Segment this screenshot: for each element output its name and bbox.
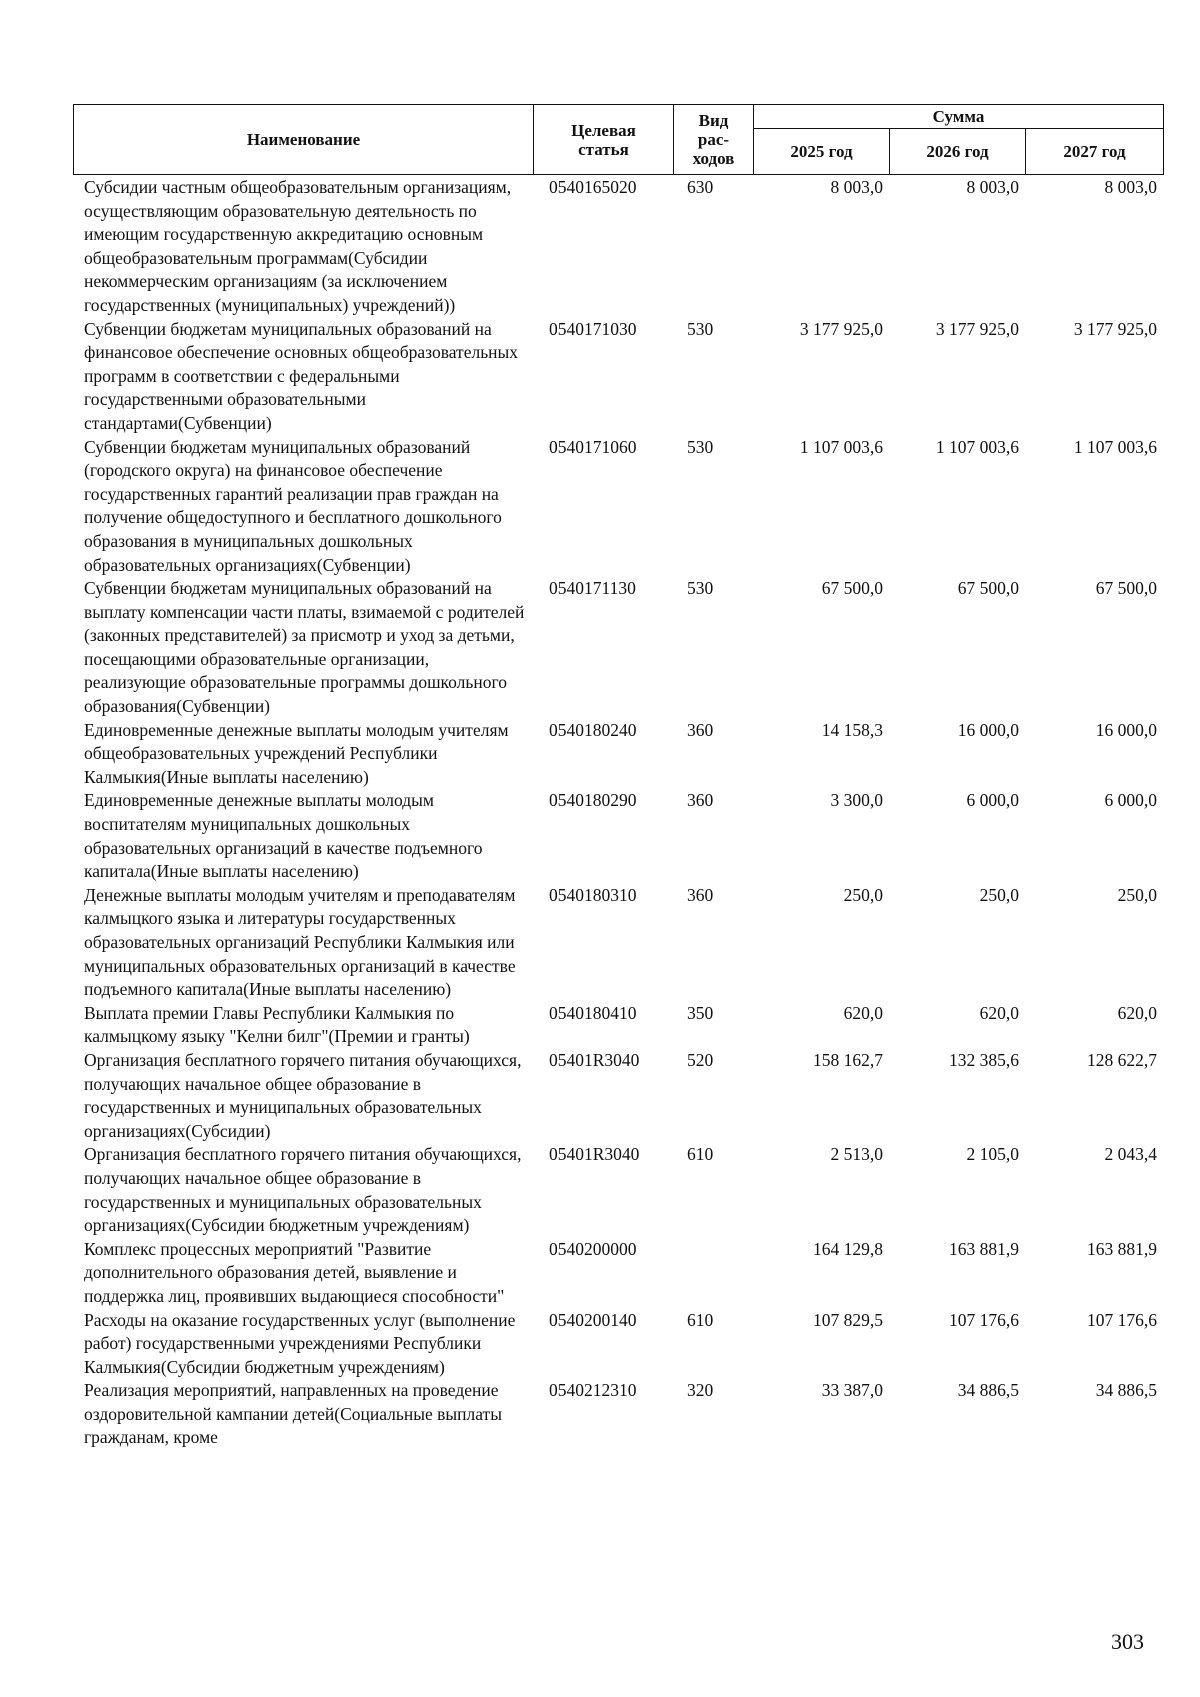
row-name: Единовременные денежные выплаты молодым учителям общеобразовательных учреждений Республики Калмыкия(Иные выплаты населению) — [84, 719, 509, 787]
row-name: Субсидии частным общеобразовательным организациям, осуществляющим образовательную деятельность по имеющим государственную аккредитацию основным общеобразовательным программам(Субсидии некоммерческим организациям (за исключением государственных (муниципальных) учреждений)) — [84, 177, 512, 315]
row-amount-2026: 163 881,9 — [949, 1238, 1019, 1259]
row-amount-2027: 107 176,6 — [1087, 1309, 1157, 1330]
row-amount-2025: 2 513,0 — [830, 1144, 883, 1165]
row-name: Субвенции бюджетам муниципальных образований на финансовое обеспечение основных общеобразовательных программ в соответствии с федеральными государственными образовательными стандартами(Субвенции) — [84, 318, 519, 433]
row-code: 05401R3040 — [549, 1049, 640, 1070]
row-code: 05401R3040 — [549, 1144, 640, 1165]
row-amount-2025: 620,0 — [843, 1002, 883, 1023]
table-row — [73, 1143, 1163, 1237]
row-code: 0540171030 — [549, 318, 637, 339]
row-amount-2025: 67 500,0 — [821, 578, 883, 599]
row-name: Организация бесплатного горячего питания обучающихся, получающих начальное общее образование в государственных и муниципальных образовательных организациях(Субсидии) — [84, 1049, 522, 1141]
header-year-2026: 2026 год — [890, 129, 1026, 175]
header-sum: Сумма — [754, 105, 1164, 129]
header-vid — [674, 105, 754, 175]
row-name: Субвенции бюджетам муниципальных образований (городского округа) на финансовое обеспечение государственных гарантий реализации прав граждан на получение общедоступного и бесплатного дошкольного образования в муниципальных дошкольных образовательных организациях(Субвенции) — [84, 436, 502, 575]
row-amount-2027: 620,0 — [1117, 1002, 1157, 1023]
row-amount-2027: 67 500,0 — [1095, 578, 1157, 599]
row-amount-2026: 132 385,6 — [949, 1049, 1019, 1070]
table-body — [73, 176, 1163, 1450]
row-amount-2026: 107 176,6 — [949, 1309, 1019, 1330]
row-amount-2025: 3 300,0 — [830, 790, 883, 811]
table-row — [73, 577, 1163, 719]
table-row — [73, 1002, 1163, 1049]
header-vid-line1: Вид — [698, 111, 729, 130]
row-amount-2027: 163 881,9 — [1087, 1238, 1157, 1259]
row-vid: 530 — [687, 318, 714, 339]
row-name: Организация бесплатного горячего питания обучающихся, получающих начальное общее образование в государственных и муниципальных образовательных организациях(Субсидии бюджетным учреждениям) — [84, 1144, 522, 1236]
row-code: 0540171060 — [549, 436, 637, 457]
header-code — [534, 105, 674, 175]
header-vid-line2: рас- — [697, 130, 730, 149]
row-amount-2027: 2 043,4 — [1104, 1144, 1157, 1165]
header-code-line1: Целевая — [571, 120, 636, 140]
row-amount-2025: 158 162,7 — [813, 1049, 883, 1070]
row-amount-2027: 16 000,0 — [1095, 719, 1157, 740]
header-code-line2: статья — [578, 139, 629, 159]
row-amount-2027: 250,0 — [1117, 884, 1157, 905]
table-row — [73, 436, 1163, 578]
row-name: Денежные выплаты молодым учителям и преподавателям калмыцкого языка и литературы государственных образовательных организаций Республики Калмыкия или муниципальных образовательных организаций в качестве подъемного капитала(Иные выплаты населению) — [84, 884, 516, 1000]
header-vid-line3: ходов — [692, 149, 735, 168]
row-amount-2026: 250,0 — [979, 884, 1019, 905]
row-amount-2025: 8 003,0 — [830, 177, 883, 197]
table-row — [73, 884, 1163, 1002]
row-vid: 530 — [687, 436, 714, 457]
row-vid: 350 — [687, 1002, 714, 1023]
table-row — [73, 176, 1163, 318]
row-amount-2026: 16 000,0 — [957, 719, 1019, 740]
row-code: 0540180310 — [549, 884, 637, 905]
row-vid: 360 — [687, 719, 714, 740]
row-amount-2026: 620,0 — [979, 1002, 1019, 1023]
table-row — [73, 1049, 1163, 1143]
header-name: Наименование — [74, 105, 534, 175]
row-amount-2027: 128 622,7 — [1087, 1049, 1157, 1070]
row-amount-2025: 1 107 003,6 — [799, 436, 883, 457]
row-vid: 610 — [687, 1144, 714, 1165]
row-amount-2027: 34 886,5 — [1095, 1380, 1157, 1401]
row-name: Выплата премии Главы Республики Калмыкия по калмыцкому языку "Келни билг"(Премии и гранты) — [84, 1002, 470, 1047]
table-header — [73, 104, 1164, 175]
table-row — [73, 1238, 1163, 1309]
row-code: 0540200140 — [549, 1309, 637, 1330]
row-vid: 360 — [687, 884, 714, 905]
row-code: 0540165020 — [549, 177, 637, 197]
table-row — [73, 318, 1163, 436]
row-code: 0540212310 — [549, 1380, 637, 1401]
table-row — [73, 1379, 1163, 1450]
row-name: Расходы на оказание государственных услуг (выполнение работ) государственными учреждениями Республики Калмыкия(Субсидии бюджетным учреждениям) — [84, 1309, 516, 1377]
row-amount-2026: 67 500,0 — [957, 578, 1019, 599]
row-amount-2025: 33 387,0 — [821, 1380, 883, 1401]
row-code: 0540180290 — [549, 790, 637, 811]
row-amount-2025: 107 829,5 — [813, 1309, 883, 1330]
row-amount-2027: 3 177 925,0 — [1073, 318, 1157, 339]
row-vid: 630 — [687, 177, 714, 197]
row-amount-2026: 3 177 925,0 — [935, 318, 1019, 339]
header-year-2025: 2025 год — [754, 129, 890, 175]
row-amount-2026: 2 105,0 — [966, 1144, 1019, 1165]
table-row — [73, 789, 1163, 883]
header-year-2027: 2027 год — [1026, 129, 1164, 175]
row-code: 0540171130 — [549, 578, 636, 599]
row-code: 0540180410 — [549, 1002, 637, 1023]
row-amount-2026: 8 003,0 — [966, 177, 1019, 197]
row-vid: 360 — [687, 790, 714, 811]
row-amount-2026: 1 107 003,6 — [935, 436, 1019, 457]
row-amount-2027: 1 107 003,6 — [1073, 436, 1157, 457]
row-amount-2025: 164 129,8 — [813, 1238, 883, 1259]
row-name: Комплекс процессных мероприятий "Развитие дополнительного образования детей, выявление и поддержка лиц, проявивших выдающиеся способности" — [84, 1238, 505, 1306]
row-amount-2025: 14 158,3 — [821, 719, 883, 740]
row-vid: 520 — [687, 1049, 714, 1070]
row-amount-2025: 3 177 925,0 — [799, 318, 883, 339]
row-amount-2027: 8 003,0 — [1104, 177, 1157, 197]
table-row — [73, 719, 1163, 790]
row-name: Единовременные денежные выплаты молодым воспитателям муниципальных дошкольных образовательных организаций в качестве подъемного капитала(Иные выплаты населению) — [84, 790, 483, 882]
row-amount-2026: 6 000,0 — [966, 790, 1019, 811]
row-amount-2026: 34 886,5 — [957, 1380, 1019, 1401]
row-name: Реализация мероприятий, направленных на проведение оздоровительной кампании детей(Социальные выплаты гражданам, кроме — [84, 1380, 502, 1448]
table-row — [73, 1309, 1163, 1380]
page-number: 303 — [1111, 1629, 1144, 1654]
row-vid: 320 — [687, 1380, 714, 1401]
row-code: 0540200000 — [549, 1238, 637, 1259]
row-vid: 610 — [687, 1309, 714, 1330]
row-amount-2025: 250,0 — [843, 884, 883, 905]
row-vid: 530 — [687, 578, 714, 599]
row-name: Субвенции бюджетам муниципальных образований на выплату компенсации части платы, взимаемой с родителей (законных представителей) за присмотр и уход за детьми, посещающими образовательные организации, реализующие образовательные программы дошкольного образования(Субвенции) — [84, 578, 525, 717]
row-amount-2027: 6 000,0 — [1104, 790, 1157, 811]
row-code: 0540180240 — [549, 719, 637, 740]
